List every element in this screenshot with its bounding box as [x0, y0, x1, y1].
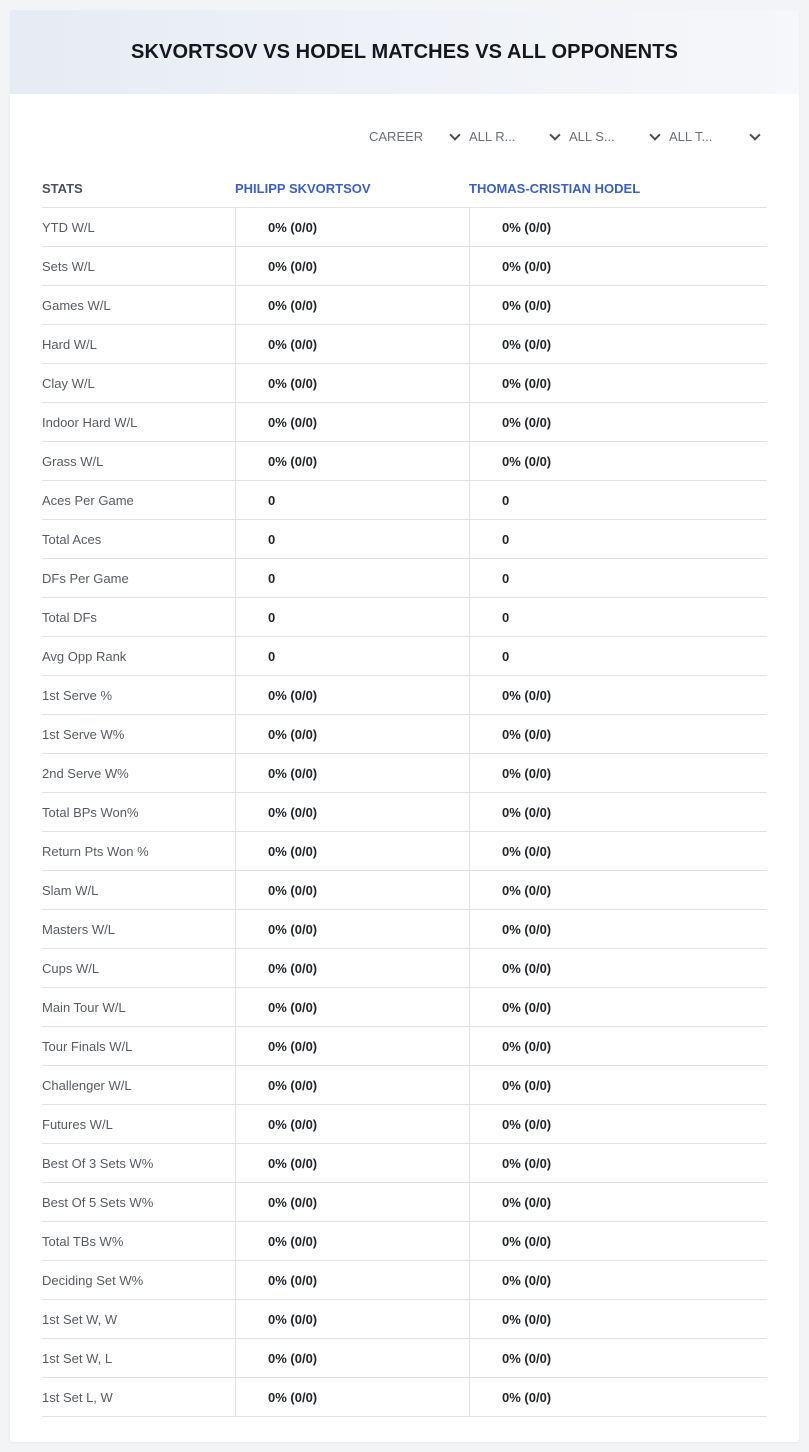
stat-label: Total TBs W%	[42, 1233, 124, 1249]
player-1-value: 0% (0/0)	[235, 1339, 469, 1377]
player-1-value: 0% (0/0)	[235, 286, 469, 324]
stat-label: 1st Set L, W	[42, 1389, 113, 1405]
stat-label: 1st Serve %	[42, 687, 113, 703]
stat-label: Sets W/L	[42, 258, 95, 274]
column-header-stats: STATS	[42, 181, 83, 196]
player-1-value: 0% (0/0)	[235, 754, 469, 792]
player-2-value: 0% (0/0)	[469, 754, 767, 792]
player-2-value: 0% (0/0)	[469, 208, 767, 246]
table-row	[42, 1339, 767, 1378]
stat-label: 1st Set W, W	[42, 1311, 118, 1327]
player-2-value: 0% (0/0)	[469, 793, 767, 831]
filter-label: ALL T...	[669, 128, 713, 144]
player-1-value: 0% (0/0)	[235, 910, 469, 948]
table-row	[42, 325, 767, 364]
player-2-value: 0% (0/0)	[469, 1027, 767, 1065]
player-1-value: 0% (0/0)	[235, 832, 469, 870]
stat-label: Tour Finals W/L	[42, 1038, 133, 1054]
stats-table	[42, 170, 767, 1417]
filter-label: ALL R...	[469, 128, 516, 144]
stat-label: Masters W/L	[42, 921, 115, 937]
filter-bar	[365, 122, 765, 150]
table-row	[42, 1183, 767, 1222]
player-2-value: 0% (0/0)	[469, 910, 767, 948]
player-1-value: 0	[235, 520, 469, 558]
player-1-value: 0% (0/0)	[235, 1261, 469, 1299]
filter-tournaments-select[interactable]	[665, 122, 765, 150]
player-1-value: 0% (0/0)	[235, 1183, 469, 1221]
table-row	[42, 286, 767, 325]
stat-label: 1st Set W, L	[42, 1350, 113, 1366]
player-2-value: 0	[469, 520, 767, 558]
table-row	[42, 247, 767, 286]
player-1-value: 0% (0/0)	[235, 364, 469, 402]
player-1-value: 0% (0/0)	[235, 325, 469, 363]
stat-label: Games W/L	[42, 297, 111, 313]
player-2-value: 0% (0/0)	[469, 1300, 767, 1338]
table-row	[42, 988, 767, 1027]
player-2-value: 0% (0/0)	[469, 676, 767, 714]
chevron-down-icon	[749, 130, 761, 142]
filter-label: ALL S...	[569, 128, 615, 144]
stat-label: Indoor Hard W/L	[42, 414, 138, 430]
chevron-down-icon	[549, 130, 561, 142]
player-1-value: 0% (0/0)	[235, 247, 469, 285]
player-1-value: 0% (0/0)	[235, 1066, 469, 1104]
stat-label: Total BPs Won%	[42, 804, 139, 820]
player-2-value: 0% (0/0)	[469, 1378, 767, 1416]
table-row	[42, 481, 767, 520]
player-2-value: 0% (0/0)	[469, 1105, 767, 1143]
player-2-value: 0% (0/0)	[469, 247, 767, 285]
player-1-value: 0% (0/0)	[235, 1105, 469, 1143]
player-2-value: 0% (0/0)	[469, 1261, 767, 1299]
player-1-value: 0% (0/0)	[235, 676, 469, 714]
page-title: SKVORTSOV VS HODEL MATCHES VS ALL OPPONENTS	[131, 40, 678, 63]
stat-label: 1st Serve W%	[42, 726, 125, 742]
stats-card	[10, 10, 799, 1442]
stat-label: DFs Per Game	[42, 570, 129, 586]
table-row	[42, 1066, 767, 1105]
player-2-value: 0% (0/0)	[469, 364, 767, 402]
player-1-value: 0	[235, 559, 469, 597]
table-row	[42, 637, 767, 676]
table-row	[42, 364, 767, 403]
player-2-value: 0% (0/0)	[469, 403, 767, 441]
player-1-value: 0% (0/0)	[235, 988, 469, 1026]
table-row	[42, 598, 767, 637]
player-1-value: 0% (0/0)	[235, 1144, 469, 1182]
player-2-value: 0% (0/0)	[469, 832, 767, 870]
stat-label: YTD W/L	[42, 219, 95, 235]
table-body	[42, 208, 767, 1417]
stat-label: Clay W/L	[42, 375, 95, 391]
player-1-value: 0	[235, 481, 469, 519]
player-1-value: 0% (0/0)	[235, 1300, 469, 1338]
stat-label: Futures W/L	[42, 1116, 113, 1132]
column-header-player-2[interactable]: THOMAS-CRISTIAN HODEL	[469, 181, 641, 196]
player-2-value: 0% (0/0)	[469, 715, 767, 753]
stat-label: Cups W/L	[42, 960, 100, 976]
table-row	[42, 208, 767, 247]
table-row	[42, 1105, 767, 1144]
table-row	[42, 1300, 767, 1339]
stat-label: Best Of 3 Sets W%	[42, 1155, 154, 1171]
player-2-value: 0	[469, 637, 767, 675]
table-row	[42, 520, 767, 559]
player-1-value: 0% (0/0)	[235, 1378, 469, 1416]
table-row	[42, 793, 767, 832]
player-1-value: 0% (0/0)	[235, 403, 469, 441]
filter-surfaces-select[interactable]	[565, 122, 665, 150]
player-2-value: 0% (0/0)	[469, 1144, 767, 1182]
player-2-value: 0	[469, 598, 767, 636]
table-row	[42, 949, 767, 988]
table-row	[42, 1144, 767, 1183]
stat-label: Avg Opp Rank	[42, 648, 127, 664]
player-1-value: 0% (0/0)	[235, 871, 469, 909]
table-row	[42, 910, 767, 949]
stat-label: Deciding Set W%	[42, 1272, 144, 1288]
player-2-value: 0% (0/0)	[469, 871, 767, 909]
player-1-value: 0% (0/0)	[235, 793, 469, 831]
stat-label: Total DFs	[42, 609, 97, 625]
player-2-value: 0% (0/0)	[469, 286, 767, 324]
player-2-value: 0% (0/0)	[469, 1222, 767, 1260]
stat-label: Aces Per Game	[42, 492, 134, 508]
player-1-value: 0% (0/0)	[235, 442, 469, 480]
table-row	[42, 1261, 767, 1300]
stat-label: Slam W/L	[42, 882, 99, 898]
page-header	[10, 10, 799, 94]
stat-label: Hard W/L	[42, 336, 97, 352]
stat-label: Challenger W/L	[42, 1077, 132, 1093]
player-1-value: 0% (0/0)	[235, 715, 469, 753]
player-1-value: 0% (0/0)	[235, 1222, 469, 1260]
table-row	[42, 1222, 767, 1261]
filter-rounds-select[interactable]	[465, 122, 565, 150]
player-2-value: 0% (0/0)	[469, 949, 767, 987]
table-row	[42, 871, 767, 910]
player-1-value: 0	[235, 637, 469, 675]
filter-career-select[interactable]	[365, 122, 465, 150]
stat-label: Return Pts Won %	[42, 843, 149, 859]
table-row	[42, 676, 767, 715]
player-2-value: 0% (0/0)	[469, 1183, 767, 1221]
player-1-value: 0% (0/0)	[235, 208, 469, 246]
stat-label: Main Tour W/L	[42, 999, 126, 1015]
player-1-value: 0	[235, 598, 469, 636]
table-header	[42, 170, 767, 208]
chevron-down-icon	[449, 130, 461, 142]
stat-label: Total Aces	[42, 531, 102, 547]
stat-label: 2nd Serve W%	[42, 765, 129, 781]
player-2-value: 0% (0/0)	[469, 442, 767, 480]
player-2-value: 0% (0/0)	[469, 325, 767, 363]
filter-label: CAREER	[369, 128, 424, 144]
chevron-down-icon	[649, 130, 661, 142]
player-2-value: 0	[469, 559, 767, 597]
table-row	[42, 832, 767, 871]
table-row	[42, 403, 767, 442]
player-1-value: 0% (0/0)	[235, 949, 469, 987]
player-1-value: 0% (0/0)	[235, 1027, 469, 1065]
table-row	[42, 442, 767, 481]
table-row	[42, 1027, 767, 1066]
table-row	[42, 559, 767, 598]
player-2-value: 0% (0/0)	[469, 1066, 767, 1104]
table-row	[42, 715, 767, 754]
player-2-value: 0	[469, 481, 767, 519]
column-header-player-1[interactable]: PHILIPP SKVORTSOV	[235, 181, 371, 196]
stat-label: Grass W/L	[42, 453, 104, 469]
table-row	[42, 754, 767, 793]
player-2-value: 0% (0/0)	[469, 988, 767, 1026]
stat-label: Best Of 5 Sets W%	[42, 1194, 154, 1210]
player-2-value: 0% (0/0)	[469, 1339, 767, 1377]
table-row	[42, 1378, 767, 1417]
